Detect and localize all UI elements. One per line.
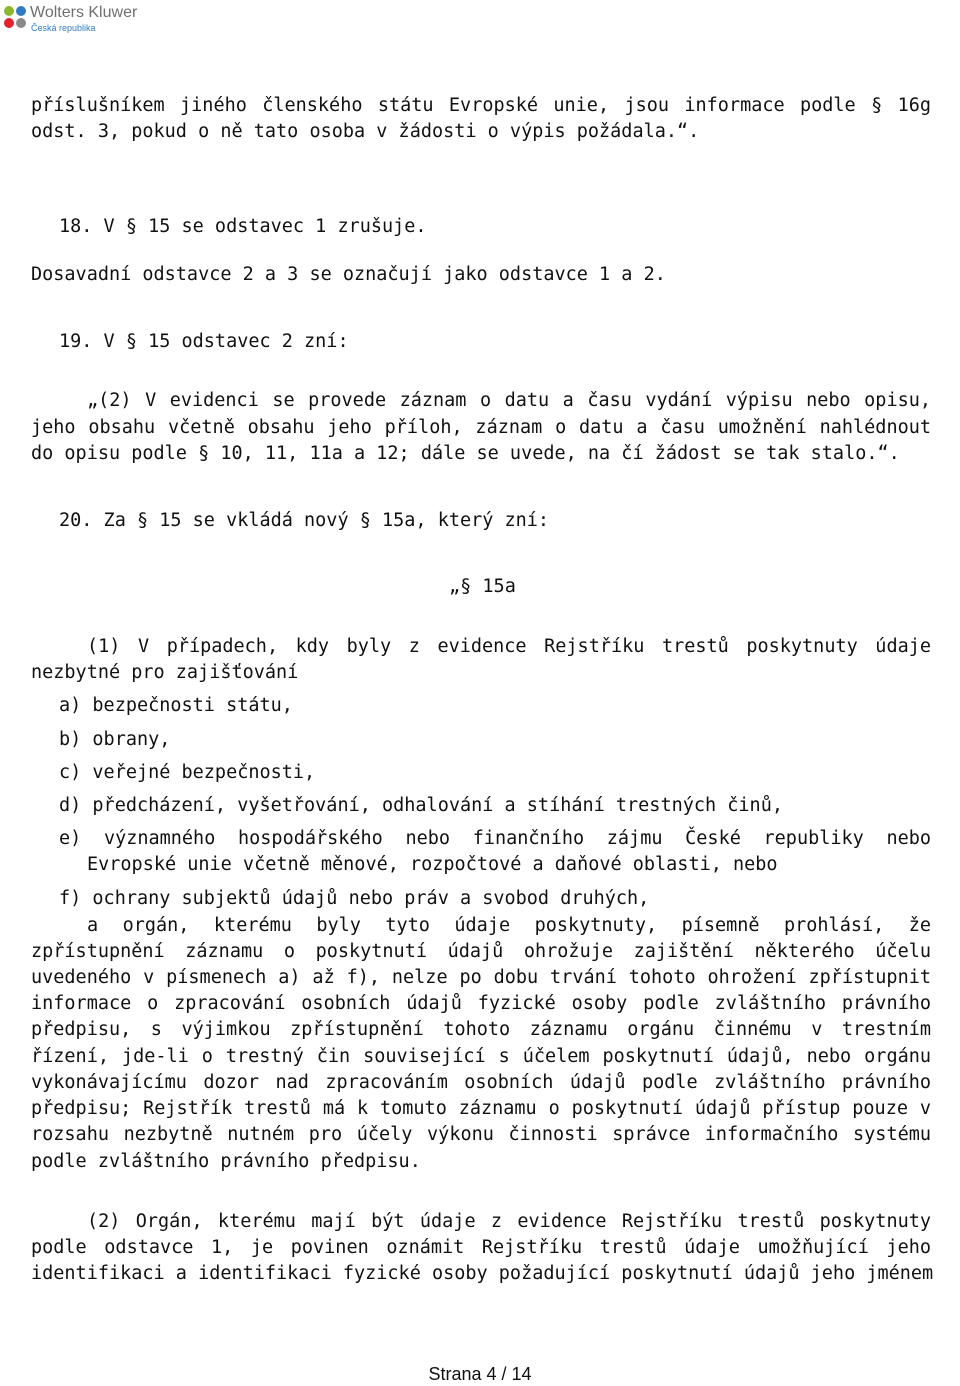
- text-line: vykonávajícímu dozor nad zpracováním osobních údajů podle zvláštního právního: [31, 1072, 931, 1093]
- text-line: jeho obsahu včetně obsahu jeho příloh, záznam o datu a času umožnění nahlédnout: [31, 417, 931, 438]
- text-line: příslušníkem jiného členského státu Evropské unie, jsou informace podle § 16g: [31, 95, 931, 116]
- text-line: do opisu podle § 10, 11, 11a a 12; dále se uvede, na čí žádost se tak stalo.“.: [31, 443, 900, 464]
- amendment-point-20: 20. Za § 15 se vkládá nový § 15a, který zní:: [59, 510, 550, 531]
- text-line: informace o zpracování osobních údajů fyzické osoby podle zvláštního právního: [31, 993, 931, 1014]
- section-heading: „§ 15a: [449, 576, 516, 597]
- list-item: c) veřejné bezpečnosti,: [59, 762, 316, 783]
- brand-name: Wolters Kluwer: [30, 4, 138, 21]
- list-item: d) předcházení, vyšetřování, odhalování a stíhání trestných činů,: [59, 795, 783, 816]
- text-line: rozsahu nezbytně nutném pro účely výkonu činnosti správce informačního systému: [31, 1124, 931, 1145]
- text-line: a orgán, kterému byly tyto údaje poskytnuty, písemně prohlásí, že: [87, 915, 931, 936]
- text-line: řízení, jde-li o trestný čin související s účelem poskytnutí údajů, nebo orgánu: [31, 1046, 931, 1067]
- text-line: odst. 3, pokud o ně tato osoba v žádosti o výpis požádala.“.: [31, 121, 700, 142]
- wolters-kluwer-logo-icon: [4, 6, 26, 28]
- page-number: Strana 4 / 14: [428, 1364, 532, 1384]
- text-line: (1) V případech, kdy byly z evidence Rejstříku trestů poskytnuty údaje: [87, 636, 931, 657]
- list-item: b) obrany,: [59, 729, 171, 750]
- text-line: předpisu; Rejstřík trestů má k tomuto záznamu o poskytnutí údajů přístup pouze v: [31, 1098, 931, 1119]
- wolters-kluwer-logo: [4, 4, 137, 34]
- list-item: a) bezpečnosti státu,: [59, 695, 293, 716]
- text-line: (2) Orgán, kterému mají být údaje z evidence Rejstříku trestů poskytnuty: [87, 1211, 931, 1232]
- amendment-point-19: 19. V § 15 odstavec 2 zní:: [59, 331, 349, 352]
- text-line: Dosavadní odstavce 2 a 3 se označují jako odstavce 1 a 2.: [31, 264, 666, 285]
- text-line: podle zvláštního právního předpisu.: [31, 1151, 421, 1172]
- text-line: identifikaci a identifikaci fyzické osoby požadující poskytnutí údajů jeho jménem: [31, 1263, 934, 1284]
- text-line: nezbytné pro zajišťování: [31, 662, 299, 683]
- brand-subtitle: Česká republika: [31, 23, 96, 33]
- text-line: podle odstavce 1, je povinen oznámit Rejstříku trestů údaje umožňující jeho: [31, 1237, 931, 1258]
- text-line: zpřístupnění záznamu o poskytnutí údajů ohrožuje zajištění některého účelu: [31, 941, 931, 962]
- list-item: f) ochrany subjektů údajů nebo práv a svobod druhých,: [59, 888, 650, 909]
- text-line: předpisu, s výjimkou zpřístupnění tohoto záznamu orgánu činnému v trestním: [31, 1019, 931, 1040]
- text-line: „(2) V evidenci se provede záznam o datu a času vydání výpisu nebo opisu,: [87, 390, 931, 411]
- text-line: uvedeného v písmenech a) až f), nelze po dobu trvání tohoto ohrožení zpřístupnit: [31, 967, 931, 988]
- list-item: e) významného hospodářského nebo finančního zájmu České republiky nebo: [59, 828, 931, 849]
- amendment-point-18: 18. V § 15 se odstavec 1 zrušuje.: [59, 216, 427, 237]
- list-item-continuation: Evropské unie včetně měnové, rozpočtové a daňové oblasti, nebo: [87, 854, 778, 875]
